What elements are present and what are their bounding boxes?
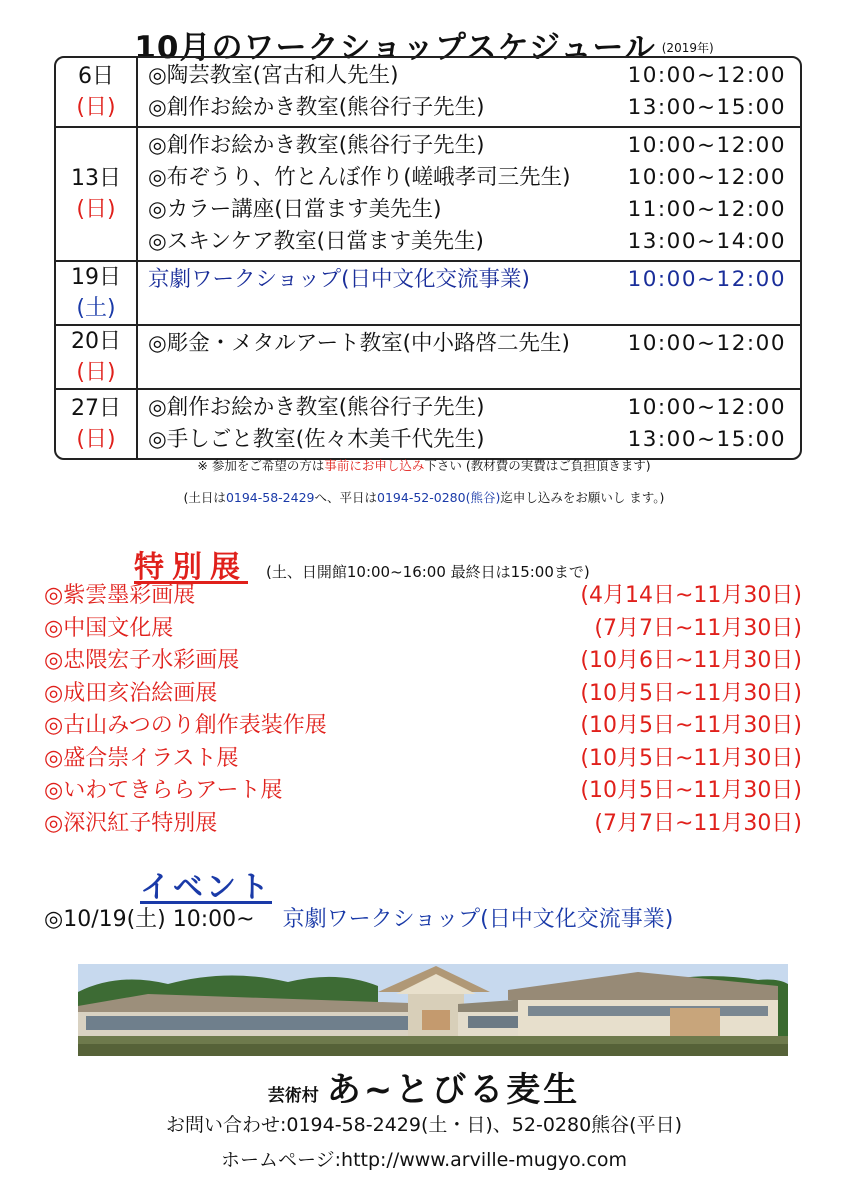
item-title: ◎彫金・メタルアート教室(中小路啓二先生) (148, 331, 570, 356)
note-text: ※ 参加をご希望の方は (197, 458, 325, 473)
exhibition-item (44, 645, 802, 678)
item-title: ◎スキンケア教室(日當ます美先生) (148, 229, 484, 254)
schedule-item (138, 226, 800, 258)
exhibition-item (44, 613, 802, 646)
exhibition-name: ◎忠隈宏子水彩画展 (44, 648, 240, 673)
venue-label: 芸術村 (267, 1086, 319, 1106)
item-time: 13:00~15:00 (627, 427, 786, 452)
homepage-link[interactable]: ホームページ:http://www.arville-mugyo.com (221, 1149, 627, 1171)
exhibition-name: ◎中国文化展 (44, 615, 174, 641)
exhibition-period: (10月5日~11月30日) (580, 680, 802, 706)
item-time: 11:00~12:00 (627, 197, 786, 222)
exhibition-period: (10月5日~11月30日) (580, 713, 802, 738)
note-text: へ、平日は (314, 490, 378, 505)
day-date: 19日 (71, 265, 121, 290)
exhibition-period: (4月14日~11月30日) (580, 583, 802, 608)
note-highlight: 事前にお申し込み (324, 458, 425, 473)
schedule-group-19 (56, 260, 800, 324)
exhibition-name: ◎深沢紅子特別展 (44, 810, 218, 836)
exhibition-item (44, 808, 802, 841)
item-time: 10:00~12:00 (627, 133, 786, 158)
event-title: イベント (140, 870, 272, 905)
exhibition-item (44, 775, 802, 808)
exhibition-item (44, 743, 802, 776)
day-weekday: (日) (76, 197, 116, 222)
note-text: 下さい (教材費の実費はご負担頂きます) (424, 458, 651, 473)
item-time: 10:00~12:00 (627, 165, 786, 190)
exhibition-item (44, 678, 802, 711)
schedule-item (138, 424, 800, 456)
exhibition-item (44, 710, 802, 743)
day-weekday: (日) (76, 427, 116, 452)
year-label: (2019年) (661, 41, 714, 55)
schedule-items (138, 262, 800, 324)
exhibition-item (44, 580, 802, 613)
item-title: ◎創作お絵かき教室(熊谷行子先生) (148, 133, 485, 158)
schedule-items (138, 128, 800, 260)
note-text: (土日は (183, 490, 226, 505)
exhibition-period: (10月5日~11月30日) (580, 778, 802, 803)
schedule-item (138, 130, 800, 162)
day-date: 27日 (71, 396, 121, 421)
exhibition-name: ◎いわてきららアート展 (44, 778, 283, 803)
event-line (44, 902, 673, 933)
day-cell (56, 128, 138, 260)
item-title: ◎手しごと教室(佐々木美千代先生) (148, 427, 485, 452)
day-date: 6日 (78, 64, 114, 89)
exhibition-name: ◎古山みつのり創作表装作展 (44, 713, 327, 738)
exhibition-period: (7月7日~11月30日) (594, 615, 802, 641)
note-text: 迄申し込みをお願いし ます。) (500, 490, 665, 505)
note-application (0, 456, 848, 474)
exhibition-period: (10月6日~11月30日) (580, 648, 802, 673)
item-title: 京劇ワークショップ(日中文化交流事業) (148, 267, 530, 292)
exhibition-name: ◎成田亥治絵画展 (44, 680, 218, 706)
schedule-item (138, 162, 800, 194)
event-date: ◎10/19(土) 10:00~ (44, 907, 255, 932)
schedule-group-20 (56, 324, 800, 388)
item-time: 13:00~14:00 (627, 229, 786, 254)
day-cell (56, 58, 138, 126)
schedule-item (138, 92, 800, 124)
exhibition-period: (10月5日~11月30日) (580, 745, 802, 771)
phone-weekday: 0194-52-0280(熊谷) (377, 490, 501, 505)
special-hours: (土、日開館10:00~16:00 最終日は15:00まで) (266, 563, 590, 581)
schedule-group-27 (56, 388, 800, 458)
item-title: ◎陶芸教室(宮古和人先生) (148, 63, 399, 88)
item-title: ◎創作お絵かき教室(熊谷行子先生) (148, 95, 485, 120)
item-title: ◎カラー講座(日當ます美先生) (148, 197, 442, 222)
schedule-item (138, 264, 800, 296)
exhibition-name: ◎盛合崇イラスト展 (44, 745, 239, 771)
building-illustration (78, 964, 788, 1056)
venue (0, 1062, 848, 1111)
schedule-group-13 (56, 126, 800, 260)
contact-info: お問い合わせ:0194-58-2429(土・日)、52-0280熊谷(平日) (165, 1114, 683, 1136)
day-date: 20日 (71, 329, 121, 354)
day-cell (56, 390, 138, 458)
item-time: 10:00~12:00 (627, 331, 786, 356)
schedule-item (138, 328, 800, 360)
day-cell (56, 326, 138, 388)
building-photo (78, 964, 788, 1056)
day-cell (56, 262, 138, 324)
special-title: 特別展 (134, 550, 248, 585)
item-title: ◎布ぞうり、竹とんぼ作り(嵯峨孝司三先生) (148, 165, 571, 190)
schedule-table (54, 56, 802, 460)
schedule-item (138, 194, 800, 226)
schedule-item (138, 60, 800, 92)
phone-weekend: 0194-58-2429 (225, 490, 315, 505)
schedule-item (138, 392, 800, 424)
page-title: 10月のワークショップスケジュール (134, 30, 656, 66)
schedule-items (138, 58, 800, 126)
day-weekday: (日) (76, 95, 116, 120)
day-weekday: (土) (76, 296, 116, 321)
schedule-group-6 (56, 58, 800, 126)
venue-name: あ~とびる麦生 (326, 1070, 581, 1110)
special-list (44, 580, 802, 840)
schedule-items (138, 326, 800, 388)
day-date: 13日 (71, 166, 121, 191)
day-weekday: (日) (76, 360, 116, 385)
item-time: 10:00~12:00 (627, 395, 786, 420)
note-phone (0, 488, 848, 506)
item-title: ◎創作お絵かき教室(熊谷行子先生) (148, 395, 485, 420)
item-time: 10:00~12:00 (627, 63, 786, 88)
event-name: 京劇ワークショップ(日中文化交流事業) (282, 907, 674, 932)
exhibition-name: ◎紫雲墨彩画展 (44, 583, 196, 608)
item-time: 13:00~15:00 (627, 95, 786, 120)
exhibition-period: (7月7日~11月30日) (594, 810, 802, 836)
schedule-items (138, 390, 800, 458)
item-time: 10:00~12:00 (627, 267, 786, 292)
